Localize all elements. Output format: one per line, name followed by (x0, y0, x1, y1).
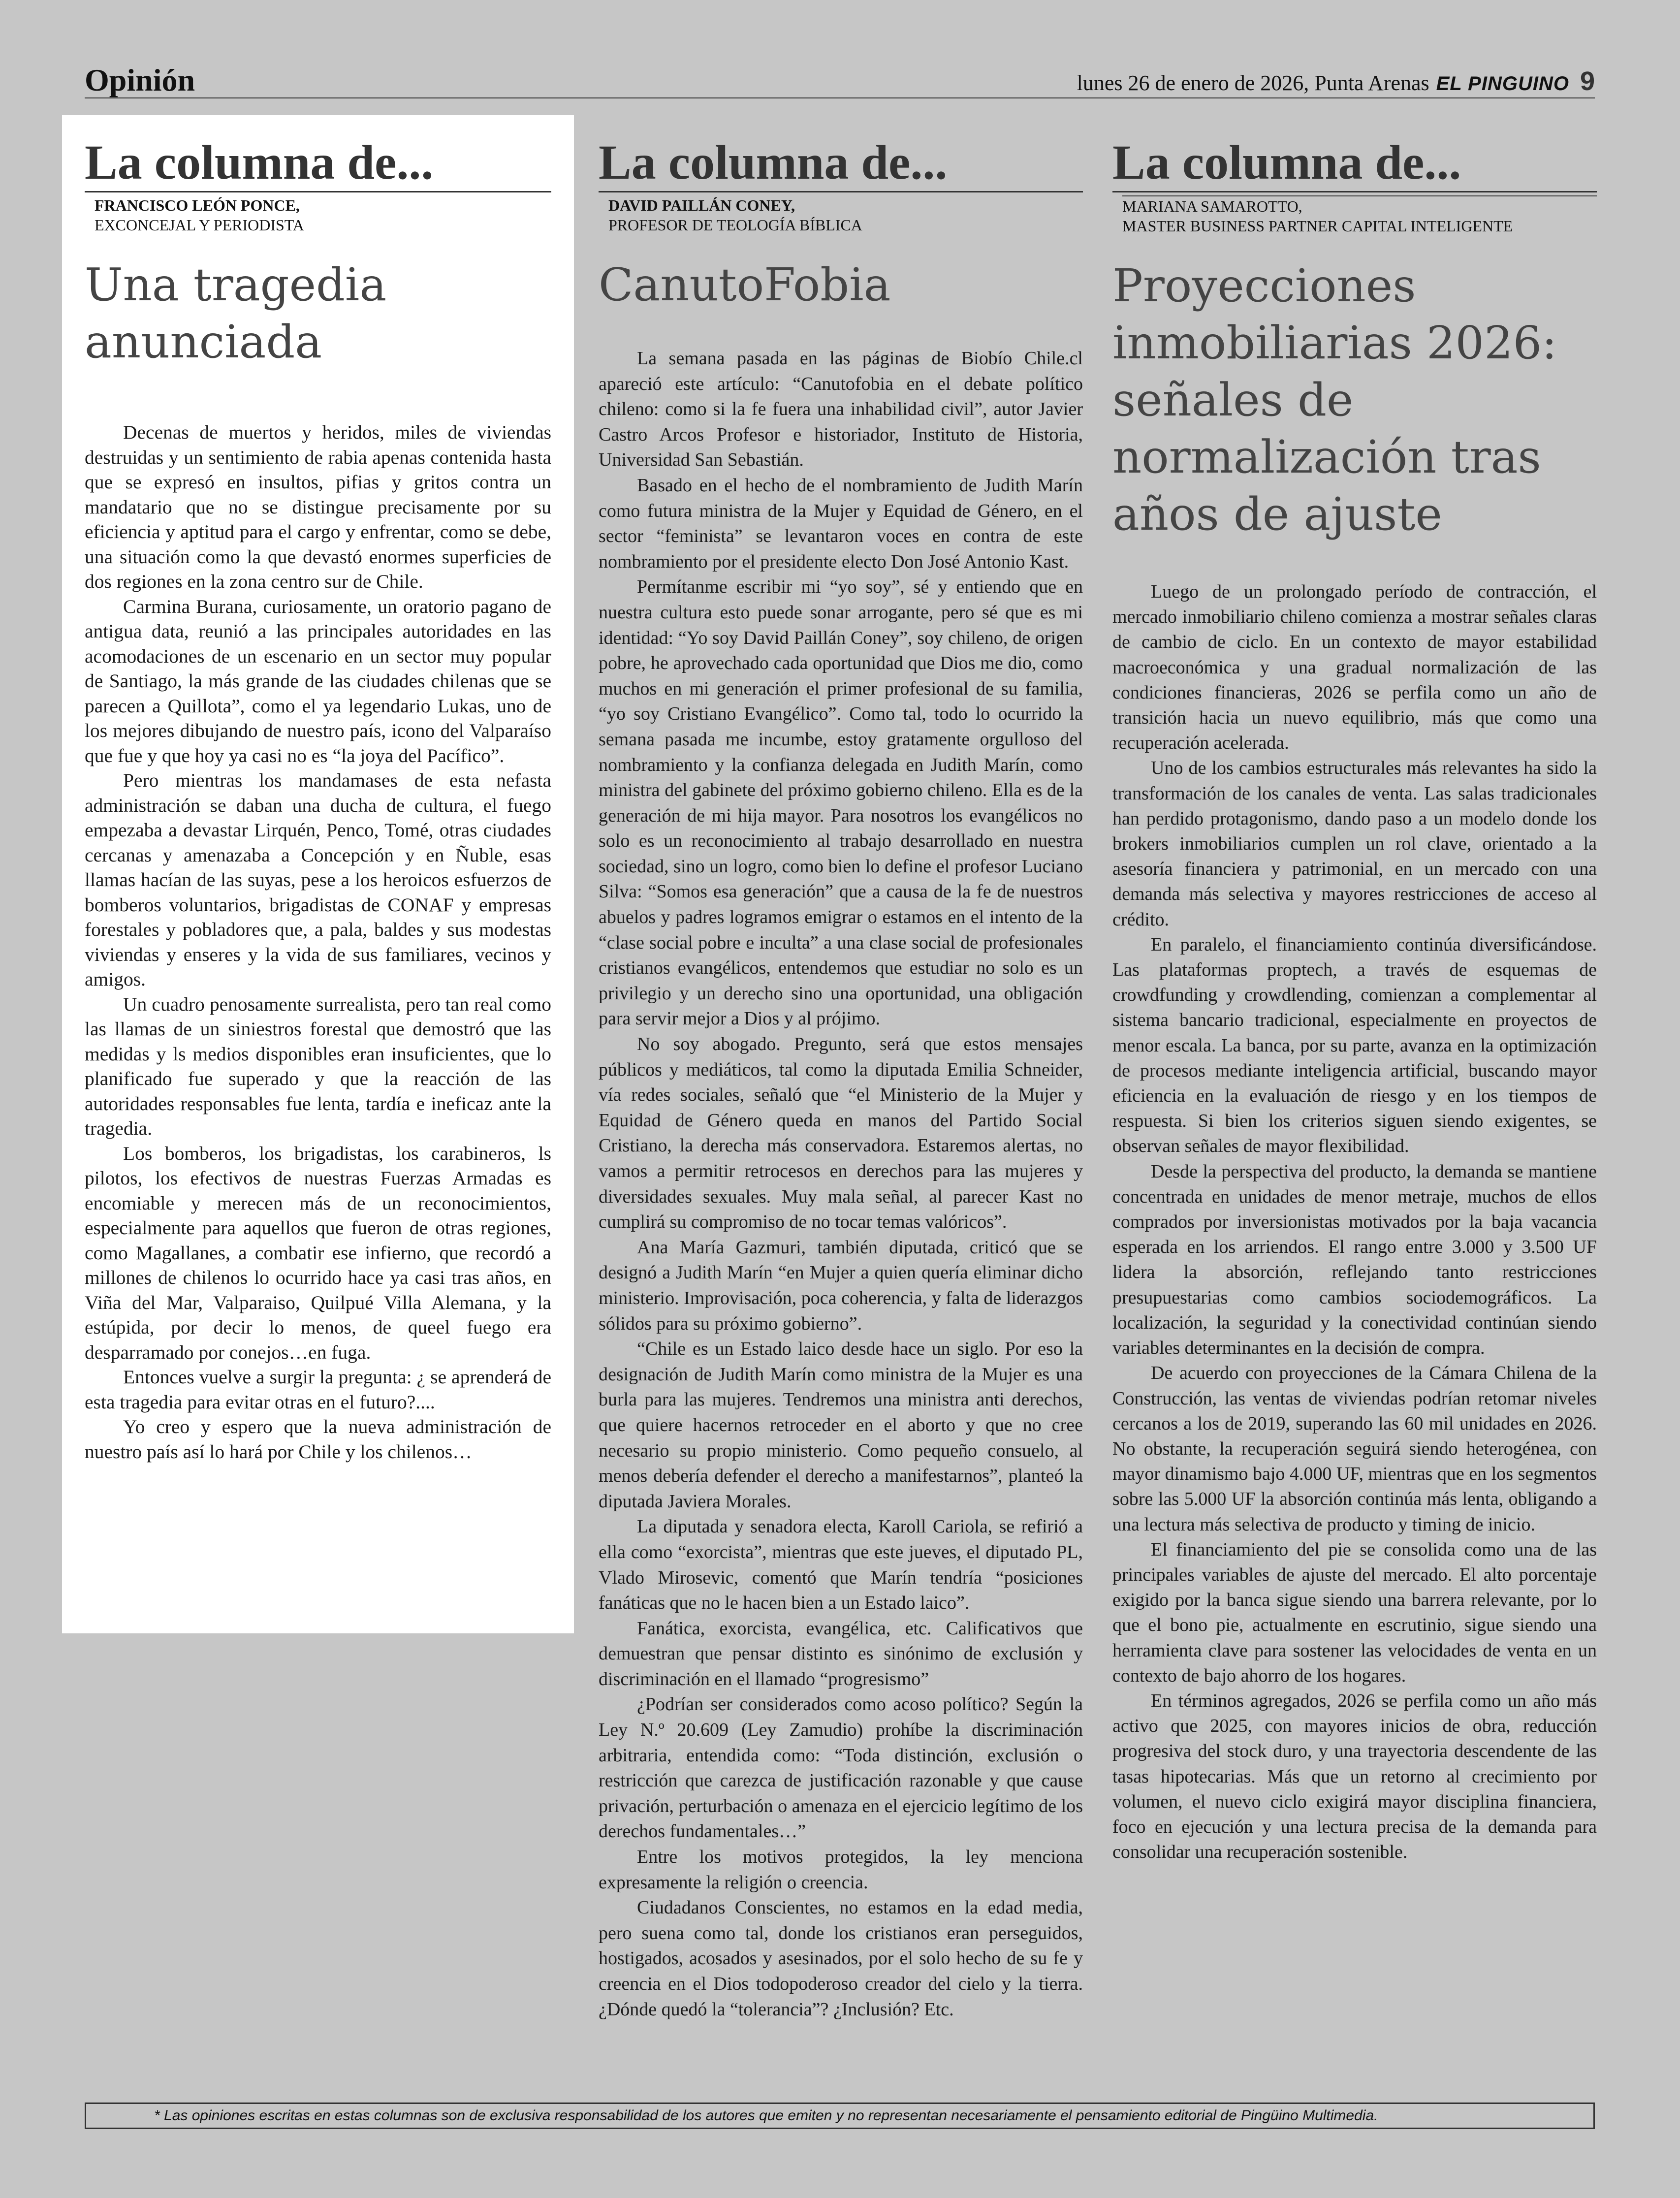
newspaper-brand: EL PINGUINO (1436, 73, 1569, 95)
author-role: MASTER BUSINESS PARTNER CAPITAL INTELIGENTE (1122, 217, 1513, 235)
column-2 (597, 115, 1083, 2022)
column-body (1112, 579, 1597, 1865)
paragraph: Permítanme escribir mi “yo soy”, sé y entiendo que en nuestra cultura esto puede sonar arrogante, pero sé que es mi identidad: “Yo soy David Paillán Coney”, soy chileno, de origen pobre, he aprovechado cada oportunidad que Dios me dio, como muchos en mi generación el primer profesional de su familia, “yo soy Cristiano Evangélico”. Como tal, todo lo ocurrido la semana pasada me incumbe, estoy gratamente orgulloso del nombramiento y la confianza delegada en Judith Marín, como ministra del gabinete del próximo gobierno chileno. Ella es de la generación de mi hija mayor. Para nosotros los evangélicos no solo es un reconocimiento al trabajo desarrollado en nuestra sociedad, sino un logro, como bien lo define el profesor Luciano Silva: “Somos esa generación” que a causa de la fe de nuestros abuelos y padres logramos emigrar o estamos en el intento de la “clase social pobre e inculta” a una clase social de profesionales cristianos evangélicos, entendemos que estudiar no solo es un privilegio y un derecho sino una oportunidad, una obligación para servir mejor a Dios y al prójimo. (599, 576, 1083, 1029)
paragraph: Carmina Burana, curiosamente, un oratorio pagano de antigua data, reunió a las principales autoridades en las acomodaciones de un escenario en un sector muy popular de Santiago, la más grande de las ciudades chilenas que se parecen a Quillota”, como el ya legendario Lukas, uno de los mejores dibujando de nuestro país, icono del Valparaíso que fue y que hoy ya casi no es “la joya del Pacífico”. (85, 595, 551, 766)
section-title: Opinión (85, 63, 195, 97)
dateline: lunes 26 de enero de 2026, Punta Arenas (1077, 71, 1429, 95)
paragraph: El financiamiento del pie se consolida como una de las principales variables de ajuste del mercado. El alto porcentaje exigido por la banca sigue siendo una barrera relevante, por lo que el bono pie, actualmente en escrutinio, sigue siendo una herramienta clave para sostener las velocidades de venta en un contexto de bajo ahorro de los hogares. (1112, 1539, 1597, 1686)
paragraph: De acuerdo con proyecciones de la Cámara Chilena de la Construcción, las ventas de viviendas podrían retomar niveles cercanos a los de 2019, superando las 60 mil unidades en 2026. No obstante, la recuperación seguirá siendo heterogénea, con mayor dinamismo bajo 4.000 UF, mientras que en los segmentos sobre las 5.000 UF la absorción continúa más lenta, obligando a una lectura más selectiva de producto y timing de inicio. (1112, 1363, 1597, 1535)
paragraph: Luego de un prolongado período de contracción, el mercado inmobiliario chileno comienza a mostrar señales claras de cambio de ciclo. En un contexto de mayor estabilidad macroeconómica y una gradual normalización de las condiciones financieras, 2026 se perfila como un año de transición hacia un nuevo equilibrio, más que como una recuperación acelerada. (1112, 581, 1597, 754)
paragraph: Un cuadro penosamente surrealista, pero tan real como las llamas de un siniestros forestal que demostró que las medidas y ls medios disponibles eran insuficientes, que lo planificado fue superado y que la reacción de las autoridades responsables fue lenta, tardía e ineficaz ante la tragedia. (85, 993, 551, 1139)
author-name: FRANCISCO LEÓN PONCE, (95, 196, 300, 214)
column-kicker: La columna de... (85, 136, 551, 192)
column-body (599, 346, 1083, 2022)
disclaimer-footer: * Las opiniones escritas en estas columnas son de exclusiva responsabilidad de los autores que emiten y no representan necesariamente el pensamiento editorial de Pingüino Multimedia. (85, 2102, 1595, 2129)
column-kicker: La columna de... (1112, 136, 1597, 192)
paragraph: Uno de los cambios estructurales más relevantes ha sido la transformación de los canales de venta. Las salas tradicionales han perdido protagonismo, dando paso a un modelo donde los brokers inmobiliarios cumplen un rol clave, orientado a la asesoría financiera y patrimonial, en un mercado con una demanda más selectiva y mayores restricciones de acceso al crédito. (1112, 758, 1597, 930)
author-name: DAVID PAILLÁN CONEY, (608, 196, 795, 214)
author-name: MARIANA SAMAROTTO, (1122, 197, 1302, 215)
paragraph: Basado en el hecho de el nombramiento de Judith Marín como futura ministra de la Mujer y Equidad de Género, en el sector “feminista” se levantaron voces en contra de este nombramiento por el presidente electo Don José Antonio Kast. (599, 475, 1083, 572)
column-body (85, 420, 551, 1464)
column-author (95, 195, 551, 235)
column-author (608, 195, 1083, 235)
paragraph: En términos agregados, 2026 se perfila como un año más activo que 2025, con mayores inicios de obra, reducción progresiva del stock duro, y una trayectoria descendente de las tasas hipotecarias. Más que un retorno al crecimiento por volumen, el nuevo ciclo exigirá mayor disciplina financiera, foco en ejecución y una lectura precisa de la demanda para consolidar una recuperación sostenible. (1112, 1690, 1597, 1863)
column-headline: Una tragedia anunciada (85, 258, 387, 368)
column-headline: CanutoFobia (599, 258, 891, 311)
paragraph: “Chile es un Estado laico desde hace un siglo. Por eso la designación de Judith Marín como ministra de la Mujer es una burla para las mujeres. Tendremos una ministra anti derechos, que quiere hacernos retroceder en el aborto y que no cree necesario su propio ministerio. Como pequeño consuelo, al menos debería defender el derecho a manifestarnos”, planteó la diputada Javiera Morales. (599, 1338, 1083, 1512)
paragraph: Pero mientras los mandamases de esta nefasta administración se daban una ducha de cultura, el fuego empezaba a devastar Lirquén, Penco, Tomé, otras ciudades cercanas y amenazaba a Concepción y en Ñuble, esas llamas hacían de las suyas, pese a los heroicos esfuerzos de bomberos voluntarios, brigadistas de CONAF y empresas forestales y pobladores que, a pala, baldes y sus modestas viviendas y enseres y la vida de sus familiares, vecinos y amigos. (85, 769, 551, 990)
column-kicker: La columna de... (599, 136, 1083, 192)
paragraph: Ciudadanos Conscientes, no estamos en la edad media, pero suena como tal, donde los cristianos eran perseguidos, hostigados, acosados y asesinados, por el solo hecho de su fe y creencia en el Dios todopoderoso creador del cielo y la tierra. ¿Dónde quedó la “tolerancia”? ¿Inclusión? Etc. (599, 1897, 1083, 2020)
paragraph: Ana María Gazmuri, también diputada, criticó que se designó a Judith Marín “en Mujer a quien quería eliminar dicho ministerio. Improvisación, poca coherencia, y falta de liderazgos sólidos para su próximo gobierno”. (599, 1237, 1083, 1334)
paragraph: Entonces vuelve a surgir la pregunta: ¿ se aprenderá de esta tragedia para evitar otras en el futuro?.... (85, 1366, 551, 1413)
column-1 (62, 115, 574, 1633)
column-3 (1110, 115, 1597, 1865)
page-number: 9 (1580, 66, 1595, 96)
author-role: PROFESOR DE TEOLOGÍA BÍBLICA (608, 216, 862, 234)
column-headline: Proyecciones inmobiliarias 2026: señales de normalización tras años de ajuste (1112, 259, 1557, 541)
paragraph: En paralelo, el financiamiento continúa diversificándose. Las plataformas proptech, a través de esquemas de crowdfunding y crowdlending, comienzan a complementar al sistema bancario tradicional, especialmente en proyectos de menor escala. La banca, por su parte, avanza en la optimización de procesos mediante inteligencia artificial, buscando mayor eficiencia en la evaluación de riesgo y en los tiempos de respuesta. Si bien los criterios siguen siendo exigentes, se observan señales de mayor flexibilidad. (1112, 934, 1597, 1157)
paragraph: Los bomberos, los brigadistas, los carabineros, ls pilotos, los efectivos de nuestras Fuerzas Armadas es encomiable y merecen más de un reconocimientos, especialmente para aquellos que fueron de otras regiones, como Magallanes, a combatir ese infierno, que recordó a millones de chilenos lo ocurrido hace ya casi tras años, en Viña del Mar, Valparaiso, Quilpué Villa Alemana, y la estúpida, por decir lo menos, de queel fuego era desparramado por conejos…en fuga. (85, 1142, 551, 1363)
author-role: EXCONCEJAL Y PERIODISTA (95, 216, 304, 234)
page-header (85, 62, 1595, 98)
paragraph: Decenas de muertos y heridos, miles de viviendas destruidas y un sentimiento de rabia apenas contenida hasta que se expresó en insultos, pifias y gritos contra un mandatario que no se distingue precisamente por su eficiencia y aptitud para el cargo y enfrentar, como se debe, una situación como la que devastó enormes superficies de dos regiones en la zona centro sur de Chile. (85, 421, 551, 592)
paragraph: La diputada y senadora electa, Karoll Cariola, se refirió a ella como “exorcista”, mientras que este jueves, el diputado PL, Vlado Mirosevic, comentó que Marín tendría “posiciones fanáticas que no le hacen bien a un Estado laico”. (599, 1516, 1083, 1614)
page-meta (1077, 66, 1595, 96)
paragraph: Entre los motivos protegidos, la ley menciona expresamente la religión o creencia. (599, 1847, 1083, 1893)
paragraph: Yo creo y espero que la nueva administración de nuestro país así lo hará por Chile y los chilenos… (85, 1416, 551, 1463)
paragraph: Fanática, exorcista, evangélica, etc. Calificativos que demuestran que pensar distinto es sinónimo de exclusión y discriminación en el llamado “progresismo” (599, 1618, 1083, 1689)
paragraph: Desde la perspectiva del producto, la demanda se mantiene concentrada en unidades de menor metraje, muchos de ellos comprados por inversionistas motivados por la baja vacancia esperada en los arriendos. El rango entre 3.000 y 3.500 UF lidera la absorción, reflejando tanto restricciones presupuestarias como cambios sociodemográficos. La localización, la seguridad y la conectividad continúan siendo variables determinantes en la decisión de compra. (1112, 1161, 1597, 1359)
paragraph: ¿Podrían ser considerados como acoso político? Según la Ley N.º 20.609 (Ley Zamudio) prohíbe la discriminación arbitraria, entendida como: “Toda distinción, exclusión o restricción que carezca de justificación razonable y que cause privación, perturbación o amenaza en el ejercicio legítimo de los derechos fundamentales…” (599, 1694, 1083, 1842)
column-author (1122, 195, 1597, 236)
paragraph: La semana pasada en las páginas de Biobío Chile.cl apareció este artículo: “Canutofobia en el debate político chileno: como si la fe fuera una inhabilidad civil”, autor Javier Castro Arcos Profesor e historiador, Instituto de Historia, Universidad San Sebastián. (599, 348, 1083, 471)
paragraph: No soy abogado. Pregunto, será que estos mensajes públicos y mediáticos, tal como la diputada Emilia Schneider, vía redes sociales, señaló que “el Ministerio de la Mujer y Equidad de Género queda en manos del Partido Social Cristiano, la derecha más conservadora. Estaremos alertas, no vamos a permitir retrocesos en derechos para las mujeres y diversidades sexuales. Muy mala señal, al parecer Kast no cumplirá su compromiso de no tocar temas valóricos”. (599, 1034, 1083, 1233)
